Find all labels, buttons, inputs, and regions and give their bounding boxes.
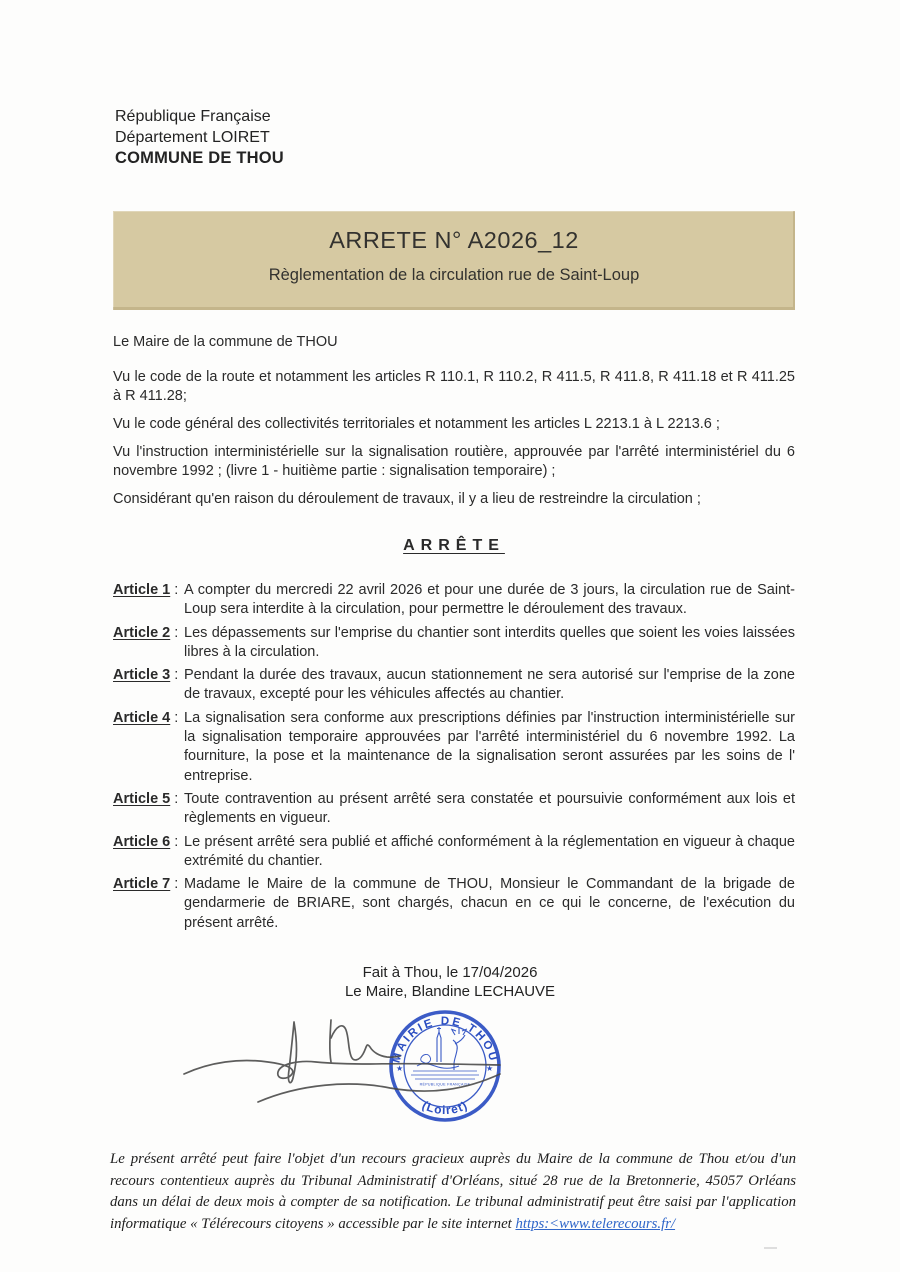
closing-block [0,964,900,1001]
opening-line: Le Maire de la commune de THOU [113,334,338,350]
article-separator: : [174,582,179,598]
article-text: Le présent arrêté sera publié et affiché conformément à la réglementation en vigueur à chaque extrémité du chantier. [184,833,795,869]
recital-paragraph: Vu le code général des collectivités territoriales et notamment les articles L 2213.1 à L 2213.6 ; [113,416,720,432]
article-row-3 [113,666,795,705]
article-label: Article 7 [113,876,171,893]
republic-line: République Française [115,108,271,125]
article-row-5 [113,790,795,829]
decree-heading: ARRÊTE [403,537,505,554]
stamp-center-caption: RÉPUBLIQUE FRANÇAISE [419,1082,471,1087]
article-label: Article 1 [113,582,171,598]
place-date-line: Fait à Thou, le 17/04/2026 [362,964,538,981]
footer-notice [110,1149,796,1235]
scan-artifact [764,1247,777,1249]
star-icon: ★ [396,1064,404,1073]
article-label: Article 4 [113,709,171,726]
recital-paragraph: Considérant qu'en raison du déroulement de travaux, il y a lieu de restreindre la circulation ; [113,491,701,507]
title-banner [113,211,795,310]
article-label: Article 2 [113,624,171,641]
stamp-arc-top-text: MAIRIE DE THOU [390,1015,500,1065]
article-separator: : [174,709,179,726]
footer-text: Le présent arrêté peut faire l'objet d'un recours gracieux auprès du Maire de la commune de Thou et/ou d'un recours contentieux auprès du Tribunal Administratif d'Orléans, situé 28 rue de la Bretonnerie, 45057 Orléans dans un délai de deux mois à compter de sa notification. Le tribunal administratif peut être saisi par l'application informatique « Télérecours citoyens » accessible par le site internet [110,1151,796,1232]
arrete-number-title: ARRETE N° A2026_12 [329,227,579,253]
stamp-arc-bottom-text: (Loiret) [419,1098,471,1118]
article-text: La signalisation sera conforme aux prescriptions définies par l'instruction interministérielle sur la signalisation temporaire approuvées par l'arrêté interministériel du 6 novembre 1992. La fourniture, la pose et la maintenance de la signalisation seront assurées par les soins de l' entreprise. [184,709,795,784]
article-text: Madame le Maire de la commune de THOU, Monsieur le Commandant de la brigade de gendarmerie de BRIARE, sont chargés, chacun en ce qui le concerne, de l'exécution du présent arrêté. [184,876,795,931]
article-text: A compter du mercredi 22 avril 2026 et pour une durée de 3 jours, la circulation rue de Saint-Loup sera interdite à la circulation, pour permettre le déroulement des travaux. [184,582,795,618]
telerecours-link[interactable]: https:<www.telerecours.fr/ [515,1215,676,1232]
article-label: Article 6 [113,833,171,850]
article-text: Pendant la durée des travaux, aucun stationnement ne sera autorisé sur l'emprise de la zone de travaux, excepté pour les véhicules affectés au chantier. [184,667,795,703]
letterhead [115,107,284,169]
article-separator: : [174,790,179,807]
article-text: Toute contravention au présent arrêté sera constatée et poursuivie conformément aux lois et règlements en vigueur. [184,790,795,827]
recital-paragraph: Vu l'instruction interministérielle sur la signalisation routière, approuvée par l'arrêté interministériel du 6 novembre 1992 ; (livre 1 - huitième partie : signalisation temporaire) ; [113,444,795,479]
article-row-2 [113,624,795,663]
article-separator: : [174,833,179,850]
signatory-line: Le Maire, Blandine LECHAUVE [344,982,556,1000]
recital-paragraph: Vu le code de la route et notamment les articles R 110.1, R 110.2, R 411.5, R 411.8, R 411.18 et R 411.25 à R 411.28; [113,369,795,404]
article-label: Article 5 [113,790,171,807]
signature-ink [180,1000,510,1140]
star-icon: ★ [486,1064,494,1073]
article-separator: : [174,667,179,684]
article-row-4 [113,709,795,786]
decree-body [113,333,795,937]
department-line: Département LOIRET [115,128,270,146]
article-label: Article 3 [113,667,171,684]
article-row-6 [113,833,795,872]
article-separator: : [174,624,179,641]
article-row-7 [113,875,795,933]
commune-line: COMMUNE DE THOU [115,149,284,167]
article-row-1 [113,581,795,620]
arrete-subtitle: Règlementation de la circulation rue de Saint-Loup [268,266,640,284]
article-text: Les dépassements sur l'emprise du chantier sont interdits quelles que soient les voies laissées libres à la circulation. [184,624,795,660]
article-separator: : [174,876,179,893]
